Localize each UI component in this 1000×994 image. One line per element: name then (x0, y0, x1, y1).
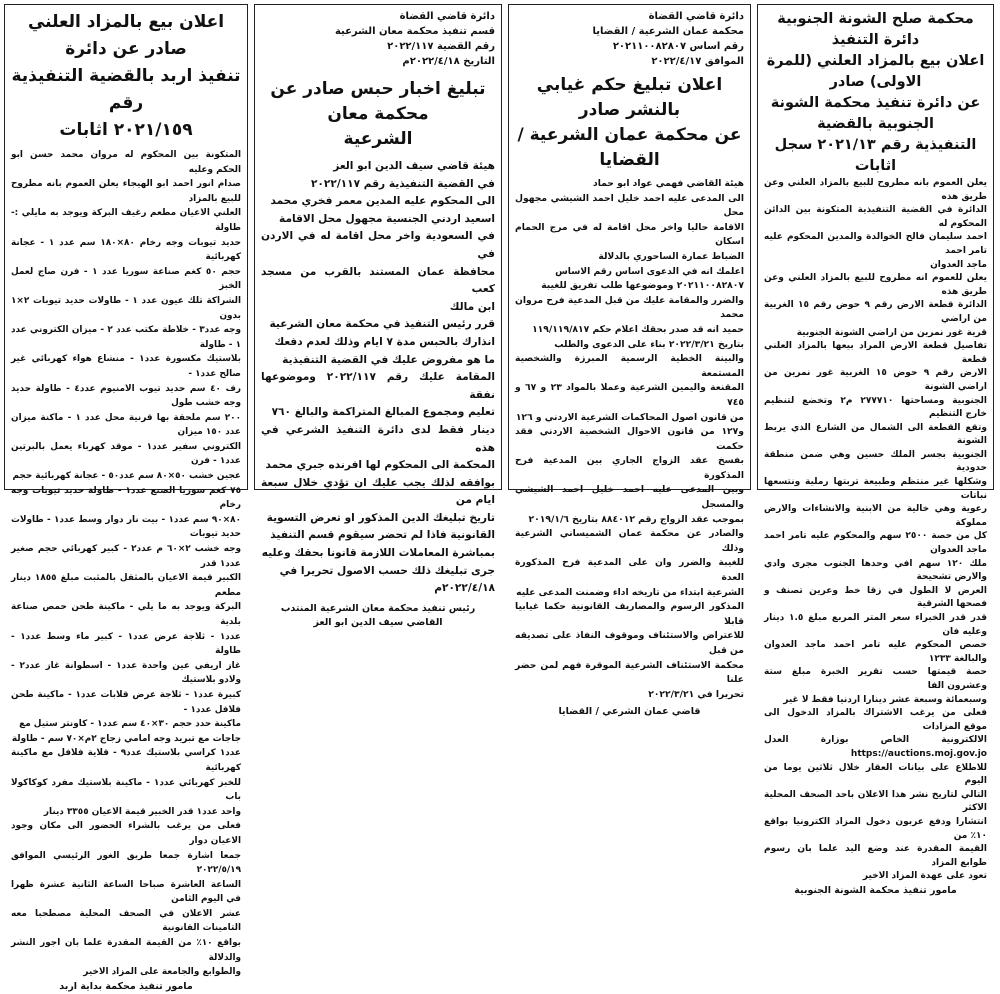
body-line: انذارك بالحبس مدة ٧ ايام وذلك لعدم دفعك (274, 335, 495, 348)
body-line: الاقامة حاليا واخر محل اقامة له في مرج الحمام اسكان (515, 221, 744, 248)
body-line: الى المدعى عليه احمد خليل احمد الشيشي مجهول محل (515, 192, 744, 219)
ad-body (11, 148, 241, 980)
body-line: العلني الاعيان مطعم رغيف البركة ويوجد به مايلي :- طاولة (11, 208, 241, 233)
body-line: المتكونة بين المحكوم له مروان محمد حسن ابو الحكم وعليه (11, 150, 241, 175)
title-line: عن دائرة تنفيذ محكمة الشونة الجنوبية بالقضية (770, 95, 981, 132)
body-line: يعلن العموم بانه مطروح للبيع بالمزاد العلني وعن طريق هذه (764, 178, 987, 202)
ad-column-irbid-execution (4, 4, 248, 992)
body-line: ٢٠٢٢/٤/١٨م (434, 582, 495, 595)
ad-signature: مامور تنفيذ محكمة بداية اربد (59, 980, 193, 992)
body-line: جمعا اشارة جمعا طريق الغور الرئيسي الموافق ٢٠٢٢/٥/١٩ (11, 850, 241, 876)
body-line: انتشارا ودفع عربون دخول المزاد الكترونيا بواقع ١٠٪ من (764, 816, 987, 841)
ad-header (515, 9, 744, 69)
body-line: تفاصيل قطعة الارض المراد بيعها بالمزاد العلني قطعة (764, 341, 987, 365)
title-line: اعلان بيع بالمزاد العلني (للمرة الاولى) صادر (766, 53, 985, 90)
title-line: اعلان بيع بالمزاد العلني صادر عن دائرة (27, 12, 225, 59)
body-line: والصادر عن محكمة عمان الشميساني الشرعية وذلك (515, 528, 744, 554)
body-line: تعود على عهدة المزاد الاخير (862, 871, 987, 882)
ad-column-amman-court (508, 4, 751, 718)
title-line: اعلان تبليغ حكم غيابي بالنشر صادر (536, 75, 723, 120)
body-line: ٧٥ كغم سوريا الصنع عدد١ - طاولة حديد تيوبات وجه رخام (11, 485, 242, 511)
ad-signature: مامور تنفيذ محكمة الشونة الجنوبية (794, 884, 957, 896)
body-line: الساعة العاشرة صباحا الساعة الثانية عشرة ظهرا في اليوم الثامن (11, 879, 241, 905)
body-line: للغيبة والضرر وان على المدعية فرح المذكورة العدة (515, 557, 744, 584)
header-line: التاريخ ٢٠٢٢/٤/١٨م (402, 56, 495, 67)
body-line: في السعودية واخر محل اقامة له في الاردن في (261, 230, 495, 260)
body-line: الشراكة تلك عيون عدد ١ - طاولات حديد تيوبات ٢×١ بدون (11, 295, 241, 321)
body-line: اعلمك انه في الدعوى اساس رقم الاساس (555, 265, 744, 277)
body-line: غاز اريفي عين واحدة عدد١ - اسطوانة غاز عدد٢ - ولادو بلاستيك (11, 660, 241, 686)
ad-title (261, 77, 495, 152)
body-line: من قانون اصول المحاكمات الشرعية الاردني و ١٢٦ (515, 411, 744, 423)
body-line: رعوية وهي خالية من الابنية والانشاءات والارض مملوكة (764, 504, 987, 528)
body-line: الارض رقم ٩ حوض ١٥ الغربية غور نمرين من اراضي الشونة (764, 368, 987, 392)
body-line: جاجات مع تبريد وجه امامي زجاج ٢م×٧٠ سم - طاولة (11, 733, 241, 744)
body-line: بواقع ١٠٪ من القيمة المقدرة علما بان اجور النشر والدلالة (11, 938, 241, 963)
body-line: كل من حصة ٢٥٠٠ سهم والمحكوم عليه تامر احمد ماجد العدوان (764, 531, 987, 556)
ad-title (515, 73, 744, 173)
body-line: وتقع القطعة الى الشمال من الشارع الذي يربط الشونة (764, 422, 987, 447)
body-line: فعلى من يرغب الاشتراك بالمزاد الدخول الى موقع المزادات (764, 708, 987, 732)
body-line: ماكينة حدد حجم ٣٠×٤٠ سم عدد١ - كاونتر ستيل مع (19, 719, 241, 730)
body-line: عدد١ - ثلاجة عرض عدد١ - كبير ماء وسط عدد١ - طاولة (11, 631, 241, 657)
ad-header (261, 9, 495, 69)
body-line: بفسخ عقد الزواج الجاري بين المدعية فرح المذكورة (515, 455, 744, 481)
body-line: عشر الاعلان في الصحف المحلية مصطحبا معه التامينات القانونية (11, 908, 241, 934)
body-line: وبين المدعى عليه احمد خليل احمد الشيشي والمسجل (515, 484, 744, 511)
body-line: اسعيد اردني الجنسية مجهول محل الاقامة (279, 212, 495, 225)
body-line: البركة ويوجد به ما يلي - ماكينة طحن حمص صناعة بلدية (11, 602, 241, 627)
header-line: محكمة عمان الشرعية / القضايا (592, 26, 744, 37)
ad-title (11, 9, 241, 144)
body-line: رف ٤٠ سم حديد تيوب الامنيوم عدد٤ - طاولة حديد وجه خشب طول (11, 383, 241, 409)
body-line: هيئة القاضي فهمي عواد ابو حماد (592, 178, 744, 189)
body-line: والبينة الخطية الرسمية المبرزة والشخصية المستمعة (515, 353, 744, 379)
title-line: ٢٠٢١/١٥٩ اثابات (59, 120, 193, 140)
body-line: عجين خشب ٥٠×٨٠ سم عدد٥٠ - عجانة كهربائية حجم (12, 471, 241, 482)
body-line: الى المحكوم عليه المدين معمر فخري محمد (270, 195, 495, 208)
body-line: حصص المحكوم عليه تامر احمد ماجد العدوان والبالغة ١٢٣٣ (764, 640, 987, 664)
body-line: القيمة المقدرة عند وضع اليد علما بان رسوم طوابع المزاد (764, 844, 987, 868)
signature-line: القاضي سيف الدين ابو العز (313, 617, 443, 629)
title-line: الشرعية (343, 129, 413, 149)
ad-column-shouna-court (757, 4, 994, 896)
header-line: الموافق ٢٠٢٢/٤/١٧ (651, 56, 744, 67)
body-line: المقامة عليك رقم ٢٠٢٢/١١٧ وموضوعها نفقة (261, 371, 495, 401)
body-line: هيئة قاضي سيف الدين ابو العز (333, 160, 495, 172)
body-line: محكمة الاستئناف الشرعية الموقرة فهم لمن حضر علنا (515, 659, 744, 686)
header-line: دائرة قاضي القضاة (399, 11, 495, 22)
body-line: للاطلاع على بيانات العقار خلال ثلاثين يوما من اليوم (764, 762, 987, 787)
body-line: عدد١ كراسي بلاستيك عدد٩ - قلاية فلافل مع ماكينة كهربائية (11, 748, 241, 773)
body-line: حميد انه قد صدر بحقك اعلام حكم ١١٩/١١٩/٨١٧ (532, 323, 744, 335)
body-line: وسبعمائة وسبعة عشر دينارا اردنيا فقط لا غير (783, 694, 987, 705)
body-line: الدائرة قطعة الارض رقم ٩ حوض رقم ١٥ الغربية من اراضي (764, 300, 987, 324)
header-line: قسم تنفيذ محكمة معان الشرعية (334, 26, 495, 37)
body-line: للخبز كهربائي عدد١ - ماكينة بلاستيك مفرد كوكاكولا باب (11, 777, 241, 803)
body-line: المقنعة واليمين الشرعية وعملا بالمواد ٢٣ و ٦٧ و ٧٤٥ (515, 382, 744, 408)
body-line: التالي لتاريخ نشر هذا الاعلان باحد الصحف المحلية الاكثر (764, 789, 987, 814)
ad-body (515, 177, 744, 702)
body-line: تعليم ومجموع المبالغ المتراكمة والبالغ ٧٦٠ (271, 406, 495, 419)
body-line: وجه عدد٣ - خلاطة مكتب عدد ٢ - ميزان الكتروني عدد ١ - طاولة (11, 325, 241, 350)
body-line: العرض لا الطول في زقا خط وعرين تصنف و فصحها الشرقية (764, 585, 987, 610)
body-line: ما هو مفروض عليك في القضية التنفيذية (282, 353, 495, 366)
body-line: تاريخ تبليغك الدين المذكور او تعرض التسوية (266, 511, 495, 524)
body-line: كبيرة عدد١ - ثلاجة عرض قلابات عدد١ - ماكينة طحن فلافل عدد١ - (11, 689, 241, 715)
body-line: واحد عدد١ قدر الخبير قيمة الاعيان ٣٣٥٥ دينار (43, 806, 241, 817)
header-line: رقم اساس ٢٠٢١١٠٠٨٢٨٠٧ (612, 41, 744, 52)
ad-column-maan-court (254, 4, 502, 629)
header-line: دائرة قاضي القضاة (648, 11, 744, 22)
body-line: صدام انور احمد ابو الهيجاء يعلن العموم بانه مطروح للبيع بالمزاد (11, 179, 241, 204)
body-line: فعلى من يرغب بالشراء الحضور الى مكان وجود الاعيان دوار (11, 821, 241, 846)
body-line: الكتروني سفير عدد١ - موقد كهرباء يعمل بالبرتين عدد١ - فرن (11, 441, 241, 467)
body-line: الالكترونية الخاص بوزارة العدل https://auctions.moj.gov.jo (764, 735, 987, 759)
ad-signature (261, 602, 495, 631)
body-line: قرر رئيس التنفيذ في محكمة معان الشرعية (269, 318, 495, 331)
body-line: محافظة عمان المستند بالقرب من مسجد كعب (261, 265, 495, 296)
body-line: بتاريخ ٢٠٢٢/٣/٢١ بناء على الدعوى والطلب (554, 338, 744, 350)
title-line: محكمة صلح الشونة الجنوبية دائرة التنفيذ (777, 11, 974, 48)
body-line: الجنوبية بجسر الملك حسين وهي ضمن منطقة حدودية (764, 449, 987, 474)
body-line: حديد تيوبات وجه رخام ٨٠×١٨٠ سم عدد ١ - عجانة كهربائية (11, 237, 242, 263)
body-line: قدر قدر الخبراء سعر المتر المربع مبلغ ١.٥ دينار وعليه فان (764, 613, 987, 637)
body-line: وجه خشب ٢×٦٠ م عدد٢ - كبير كهربائي حجم صغير عدد١ قدر (11, 544, 242, 569)
signature-line: رئيس تنفيذ محكمة معان الشرعية المنتدب (280, 602, 476, 614)
body-line: الشرعية ابتداء من تاريخه اداء وضمنت المدعى عليه (516, 586, 744, 598)
title-line: تنفيذ اربد بالقضية التنفيذية رقم (11, 66, 241, 113)
body-line: المذكور الرسوم والمصاريف القانونية حكما غيابيا قابلا (515, 601, 744, 627)
ad-body (764, 177, 987, 884)
body-line: و١٢٧ من قانون الاحوال الشخصية الاردني فقد حكمت (515, 426, 744, 452)
title-line: عن محكمة عمان الشرعية / القضايا (517, 125, 742, 170)
body-line: للاعتراض والاستئناف وموقوف النفاذ على تصديقه من قبل (515, 630, 744, 656)
body-line: ٨٠×٩٠ سم عدد١ - بيت نار دوار وسط عدد١ - طاولات حديد تيوبات (11, 514, 241, 540)
body-line: بوافقه لذلك يجب عليك ان تؤدي خلال سبعة ايام من (261, 476, 495, 507)
body-line: دينار فقط لدى دائرة التنفيذ الشرعي في هذه (261, 423, 495, 454)
body-line: حصة قيمتها حسب تقرير الخبرة مبلغ ستة وعشرون الفا (764, 667, 987, 691)
body-line: المحكمة الى المحكوم لها افرنده جبري محمد (265, 459, 495, 472)
ad-title (764, 9, 987, 177)
body-line: والضرر والمقامة عليك من قبل المدعية فرح مروان محمد (515, 294, 744, 321)
body-line: في القضية التنفيذية رقم ٢٠٢٢/١١٧ (310, 177, 495, 190)
body-line: جرى تبليغك ذلك حسب الاصول تحريرا في (279, 564, 495, 577)
body-line: ماجد العدوان (930, 259, 987, 270)
body-line: الدائرة في القضية التنفيذية المتكونة بين الدائن المحكوم له (764, 205, 987, 229)
title-line: تبليغ اخبار حبس صادر عن محكمة معان (270, 79, 486, 124)
body-line: وشكلها غير منتظم وطبيعة تربتها رملية ونتسعها نباتات (764, 477, 987, 501)
body-line: ٢٠٠ سم ملحقة بها قرنية محل عدد ١ - ماكنة ميزان عدد ١٥٠ ميزان (11, 412, 241, 438)
ad-signature: قاضي عمان الشرعي / القضايا (558, 706, 701, 718)
body-line: ملك ١٢٠ سهم افي وحدها الجنوب مجرى وادي والارض تشحيحة (764, 558, 987, 583)
body-line: يعلن للعموم انه مطروح للبيع بالمزاد العلني وعن طريق هذه (764, 273, 987, 297)
header-line: رقم القضية ٢٠٢٢/١١٧ (387, 41, 495, 52)
body-line: حجم ٥٠ كغم صناعة سوريا عدد ١ - فرن صاج لعمل الخبز (11, 266, 241, 292)
body-line: تحريرا في ٢٠٢٢/٣/٢١ (648, 688, 744, 700)
ad-body (261, 158, 495, 598)
body-line: والطوابع والجامعة على المزاد الاخير (83, 967, 241, 978)
body-line: الكبير قيمة الاعيان بالمثقل بالمثبت مبلغ ١٨٥٥ دينار مطعم (11, 573, 241, 598)
body-line: القانونية فاذا لم تحضر سيقوم قسم التنفيذ (270, 529, 495, 542)
body-line: ٢٠٢١١٠٠٨٢٨٠٧ وموضوعها طلب تفريق للغيبة (541, 280, 744, 292)
body-line: بلاستيك مكسورة عدد١ - منشاع هواء كهربائي غير صالح عدد١ - (11, 354, 241, 379)
body-line: ابن مالك (449, 300, 495, 313)
body-line: قرية غور نمرين من اراضي الشونة الجنوبية (796, 327, 987, 338)
body-line: الضباط عمارة الساحوري بالدلالة (598, 250, 744, 262)
body-line: الجنوبية ومساحتها ٢٧٧٧١٠ م٢ وتخضع لتنظيم خارج التنظيم (764, 395, 987, 420)
body-line: احمد سليمان فالح الخوالدة والمدين المحكوم عليه تامر احمد (764, 232, 987, 256)
body-line: بمباشرة المعاملات اللازمة قانونا بحقك وعليه (261, 547, 495, 560)
title-line: التنفيذية رقم ٢٠٢١/١٣ سجل اثابات (774, 137, 977, 174)
body-line: بموجب عقد الزواج رقم ٨٨٤٠١٢ بتاريخ ٢٠١٩/١/٦ (528, 513, 744, 525)
